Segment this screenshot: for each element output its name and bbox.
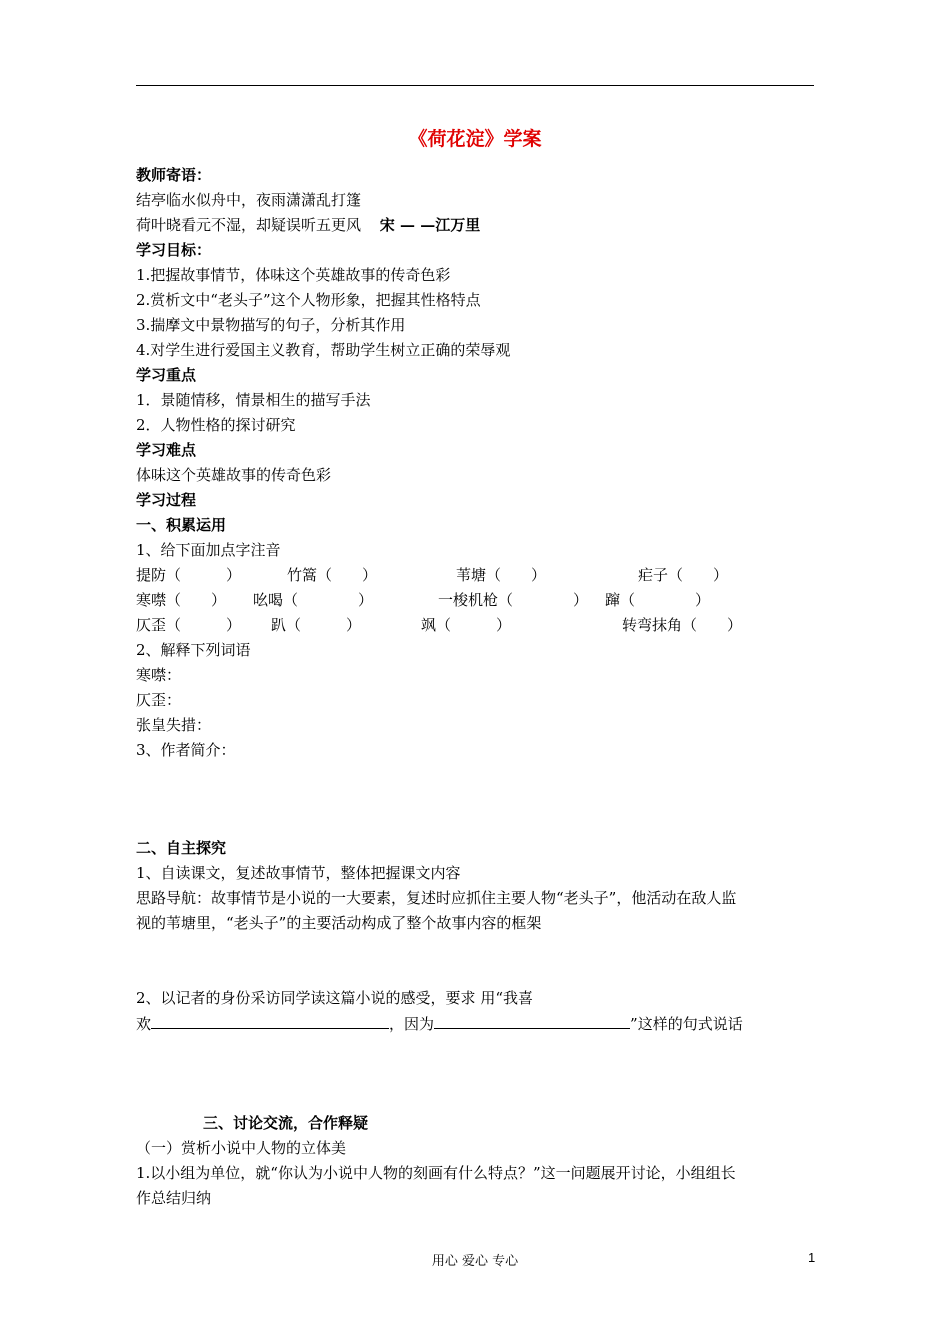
section3-q1-line-2: 作总结归纳 bbox=[136, 1189, 212, 1207]
pinyin-item: 飒（ ） bbox=[421, 616, 512, 634]
pinyin-item: 仄歪（ ） bbox=[136, 616, 242, 634]
q2-text-c: ”这样的句式说话 bbox=[630, 1015, 743, 1033]
goal-item: 4.对学生进行爱国主义教育，帮助学生树立正确的荣辱观 bbox=[136, 341, 511, 359]
footer-text: 用心 爱心 专心 bbox=[431, 1254, 519, 1269]
section1-heading: 一、积累运用 bbox=[136, 516, 227, 534]
difficulty-text: 体味这个英雄故事的传奇色彩 bbox=[136, 466, 332, 484]
word-definition-item: 张皇失措： bbox=[136, 716, 212, 734]
fill-blank-line[interactable] bbox=[151, 1013, 389, 1029]
poem-line-1: 结亭临水似舟中，夜雨潇潇乱打篷 bbox=[136, 191, 362, 209]
section3-heading: 三、讨论交流，合作释疑 bbox=[203, 1114, 369, 1132]
section2-q1: 1、自读课文，复述故事情节，整体把握课文内容 bbox=[136, 864, 461, 882]
q2-text-b: ，因为 bbox=[389, 1015, 435, 1033]
section2-q2-line-1: 2、以记者的身份采访同学读这篇小说的感受，要求 用“我喜 bbox=[136, 989, 533, 1007]
goal-item: 1.把握故事情节，体味这个英雄故事的传奇色彩 bbox=[136, 266, 451, 284]
document-title: 《荷花淀》学案 bbox=[408, 128, 542, 150]
poem-line-2 bbox=[136, 215, 480, 235]
header-rule bbox=[136, 85, 814, 86]
key-point-item: 1．景随情移，情景相生的描写手法 bbox=[136, 391, 371, 409]
pinyin-item: 转弯抹角（ ） bbox=[622, 616, 743, 634]
poem-author: 宋 — —江万里 bbox=[379, 216, 481, 234]
pinyin-item: 寒噤（ ） bbox=[136, 591, 227, 609]
pinyin-item: 趴（ ） bbox=[271, 616, 362, 634]
section2-heading: 二、自主探究 bbox=[136, 839, 227, 857]
goals-heading: 学习目标： bbox=[136, 241, 212, 259]
process-heading: 学习过程 bbox=[136, 491, 197, 509]
goal-item: 2.赏析文中“老头子”这个人物形象，把握其性格特点 bbox=[136, 291, 481, 309]
poem-line-2-text: 荷叶晓看元不湿，却疑误听五更风 bbox=[136, 216, 362, 234]
word-definition-item: 仄歪： bbox=[136, 691, 182, 709]
key-point-item: 2．人物性格的探讨研究 bbox=[136, 416, 296, 434]
section2-q2-line-2 bbox=[136, 1013, 743, 1034]
pinyin-item: 一梭机枪（ ） bbox=[438, 591, 589, 609]
section2-guide-line-1: 思路导航：故事情节是小说的一大要素，复述时应抓住主要人物“老头子”，他活动在敌人监 bbox=[136, 889, 737, 907]
pinyin-item: 苇塘（ ） bbox=[456, 566, 547, 584]
section1-q2: 2、解释下列词语 bbox=[136, 641, 251, 659]
pinyin-item: 蹿（ ） bbox=[605, 591, 711, 609]
section3-q1-line-1: 1.以小组为单位，就“你认为小说中人物的刻画有什么特点？”这一问题展开讨论，小组组长 bbox=[136, 1164, 736, 1182]
pinyin-item: 竹篙（ ） bbox=[287, 566, 378, 584]
section2-guide-line-2: 视的苇塘里，“老头子”的主要活动构成了整个故事内容的框架 bbox=[136, 914, 542, 932]
section1-q3: 3、作者简介： bbox=[136, 741, 236, 759]
pinyin-item: 疟子（ ） bbox=[638, 566, 729, 584]
goal-item: 3.揣摩文中景物描写的句子，分析其作用 bbox=[136, 316, 406, 334]
key-points-heading: 学习重点 bbox=[136, 366, 197, 384]
page-number: 1 bbox=[808, 1250, 816, 1265]
difficulty-heading: 学习难点 bbox=[136, 441, 197, 459]
pinyin-item: 吆喝（ ） bbox=[253, 591, 374, 609]
word-definition-item: 寒噤： bbox=[136, 666, 182, 684]
section3-sub: （一）赏析小说中人物的立体美 bbox=[136, 1139, 347, 1157]
fill-blank-line[interactable] bbox=[434, 1013, 630, 1029]
section1-q1: 1、给下面加点字注音 bbox=[136, 541, 281, 559]
pinyin-item: 提防（ ） bbox=[136, 566, 242, 584]
q2-text-a: 欢 bbox=[136, 1015, 152, 1033]
teacher-words-heading: 教师寄语： bbox=[136, 166, 212, 184]
